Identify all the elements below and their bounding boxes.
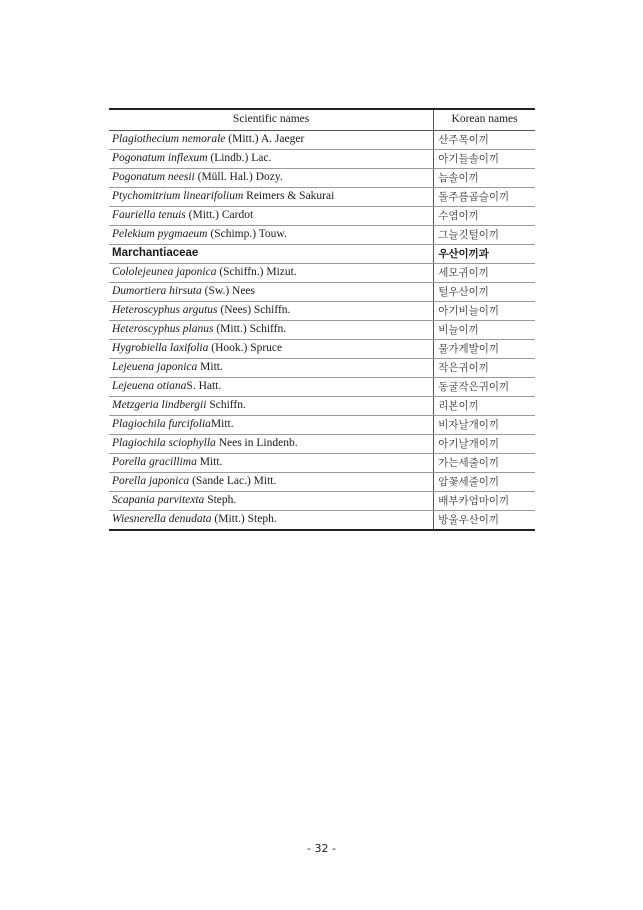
table-row — [109, 131, 535, 150]
header-korean-names: Korean names — [434, 109, 535, 131]
author: (Mitt.) A. Jaeger — [228, 133, 305, 146]
korean-name-cell: 세모귀이끼 — [434, 264, 535, 283]
scientific-name-cell — [109, 359, 434, 378]
korean-name-cell: 털우산이끼 — [434, 283, 535, 302]
korean-name-cell: 늠솔이끼 — [434, 169, 535, 188]
table-row — [109, 188, 535, 207]
table-row — [109, 283, 535, 302]
genus-species: Fauriella tenuis — [112, 209, 186, 222]
scientific-name-cell — [109, 283, 434, 302]
korean-name-cell: 아기들솔이끼 — [434, 150, 535, 169]
table-row — [109, 226, 535, 245]
korean-name-cell: 배부카엄마이끼 — [434, 492, 535, 511]
scientific-name-cell — [109, 435, 434, 454]
korean-name-cell: 작은귀이끼 — [434, 359, 535, 378]
author: (Mitt.) Schiffn. — [216, 323, 287, 336]
header-scientific-names: Scientific names — [109, 109, 434, 131]
genus-species: Heteroscyphus planus — [112, 323, 214, 336]
scientific-name-cell — [109, 150, 434, 169]
species-table — [109, 108, 535, 531]
scientific-name-cell — [109, 188, 434, 207]
table-header-row — [109, 109, 535, 131]
author: Reimers & Sakurai — [246, 190, 335, 203]
table-row — [109, 150, 535, 169]
author: (Schiffn.) Mizut. — [219, 266, 297, 279]
scientific-name-cell — [109, 169, 434, 188]
korean-name-cell: 암꽃세줄이끼 — [434, 473, 535, 492]
table-row — [109, 454, 535, 473]
korean-name-cell: 아기날개이끼 — [434, 435, 535, 454]
scientific-name-cell — [109, 131, 434, 150]
genus-species: Metzgeria lindbergii — [112, 399, 207, 412]
genus-species: Wiesnerella denudata — [112, 513, 212, 526]
author: Steph. — [207, 494, 237, 507]
korean-name-cell: 그늘깃털이끼 — [434, 226, 535, 245]
korean-name-cell: 동굴작은귀이끼 — [434, 378, 535, 397]
table-row — [109, 169, 535, 188]
korean-name-cell: 아기비늘이끼 — [434, 302, 535, 321]
genus-species: Lejeuena japonica — [112, 361, 198, 374]
korean-name-cell: 물가게발이끼 — [434, 340, 535, 359]
table-row — [109, 378, 535, 397]
table-row — [109, 473, 535, 492]
table-row — [109, 416, 535, 435]
page-number: - 32 - — [307, 842, 336, 855]
korean-name-cell: 돌주름곱슬이끼 — [434, 188, 535, 207]
korean-name-cell: 수염이끼 — [434, 207, 535, 226]
genus-species: Pogonatum neesii — [112, 171, 195, 184]
scientific-name-cell — [109, 397, 434, 416]
scientific-name-cell — [109, 302, 434, 321]
genus-species: Pelekium pygmaeum — [112, 228, 208, 241]
table-row — [109, 492, 535, 511]
genus-species: Dumortiera hirsuta — [112, 285, 202, 298]
author: (Lindb.) Lac. — [210, 152, 272, 165]
author: (Hook.) Spruce — [211, 342, 283, 355]
author: (Mitt.) Cardot — [188, 209, 254, 222]
korean-name-cell: 리본이끼 — [434, 397, 535, 416]
table-row — [109, 359, 535, 378]
author: Nees in Lindenb. — [218, 437, 298, 450]
scientific-name-cell — [109, 454, 434, 473]
genus-species: Plagiochila sciophylla — [112, 437, 216, 450]
scientific-name-cell — [109, 416, 434, 435]
author: Mitt. — [200, 361, 223, 374]
genus-species: Cololejeunea japonica — [112, 266, 217, 279]
korean-name-cell: 가는세줄이끼 — [434, 454, 535, 473]
table-row — [109, 302, 535, 321]
scientific-name-cell — [109, 340, 434, 359]
table-row — [109, 511, 535, 531]
table-row — [109, 435, 535, 454]
korean-name-cell: 비늘이끼 — [434, 321, 535, 340]
author: (Sw.) Nees — [204, 285, 256, 298]
table-row — [109, 397, 535, 416]
family-korean-name: 우산이끼과 — [434, 245, 535, 264]
korean-name-cell: 방울우산이끼 — [434, 511, 535, 531]
genus-species: Porella japonica — [112, 475, 190, 488]
author: (Sande Lac.) Mitt. — [192, 475, 277, 488]
genus-species: Ptychomitrium linearifolium — [112, 190, 244, 203]
author: Mitt. — [199, 456, 223, 469]
author: Schiffn. — [209, 399, 246, 412]
genus-species: Pogonatum inflexum — [112, 152, 208, 165]
table-row — [109, 340, 535, 359]
table-row — [109, 264, 535, 283]
scientific-name-cell — [109, 264, 434, 283]
scientific-name-cell — [109, 226, 434, 245]
author: Mitt. — [210, 418, 234, 431]
table-row — [109, 321, 535, 340]
genus-species: Scapania parvitexta — [112, 494, 205, 507]
genus-species: Lejeuena otiana — [112, 380, 187, 393]
scientific-name-cell — [109, 378, 434, 397]
genus-species: Plagiothecium nemorale — [112, 133, 226, 146]
family-row — [109, 245, 535, 264]
author: (Nees) Schiffn. — [220, 304, 291, 317]
korean-name-cell: 산주목이끼 — [434, 131, 535, 150]
genus-species: Plagiochila furcifolia — [112, 418, 211, 431]
author: (Mitt.) Steph. — [214, 513, 277, 526]
korean-name-cell: 비자날개이끼 — [434, 416, 535, 435]
genus-species: Hygrobiella laxifolia — [112, 342, 209, 355]
genus-species: Heteroscyphus argutus — [112, 304, 218, 317]
author: (Müll. Hal.) Dozy. — [197, 171, 283, 184]
scientific-name-cell — [109, 321, 434, 340]
table-row — [109, 207, 535, 226]
family-scientific-name: Marchantiaceae — [109, 245, 434, 264]
scientific-name-cell — [109, 492, 434, 511]
author: (Schimp.) Touw. — [210, 228, 287, 241]
genus-species: Porella gracillima — [112, 456, 197, 469]
author: S. Hatt. — [186, 380, 222, 393]
scientific-name-cell — [109, 473, 434, 492]
scientific-name-cell — [109, 207, 434, 226]
scientific-name-cell — [109, 511, 434, 531]
